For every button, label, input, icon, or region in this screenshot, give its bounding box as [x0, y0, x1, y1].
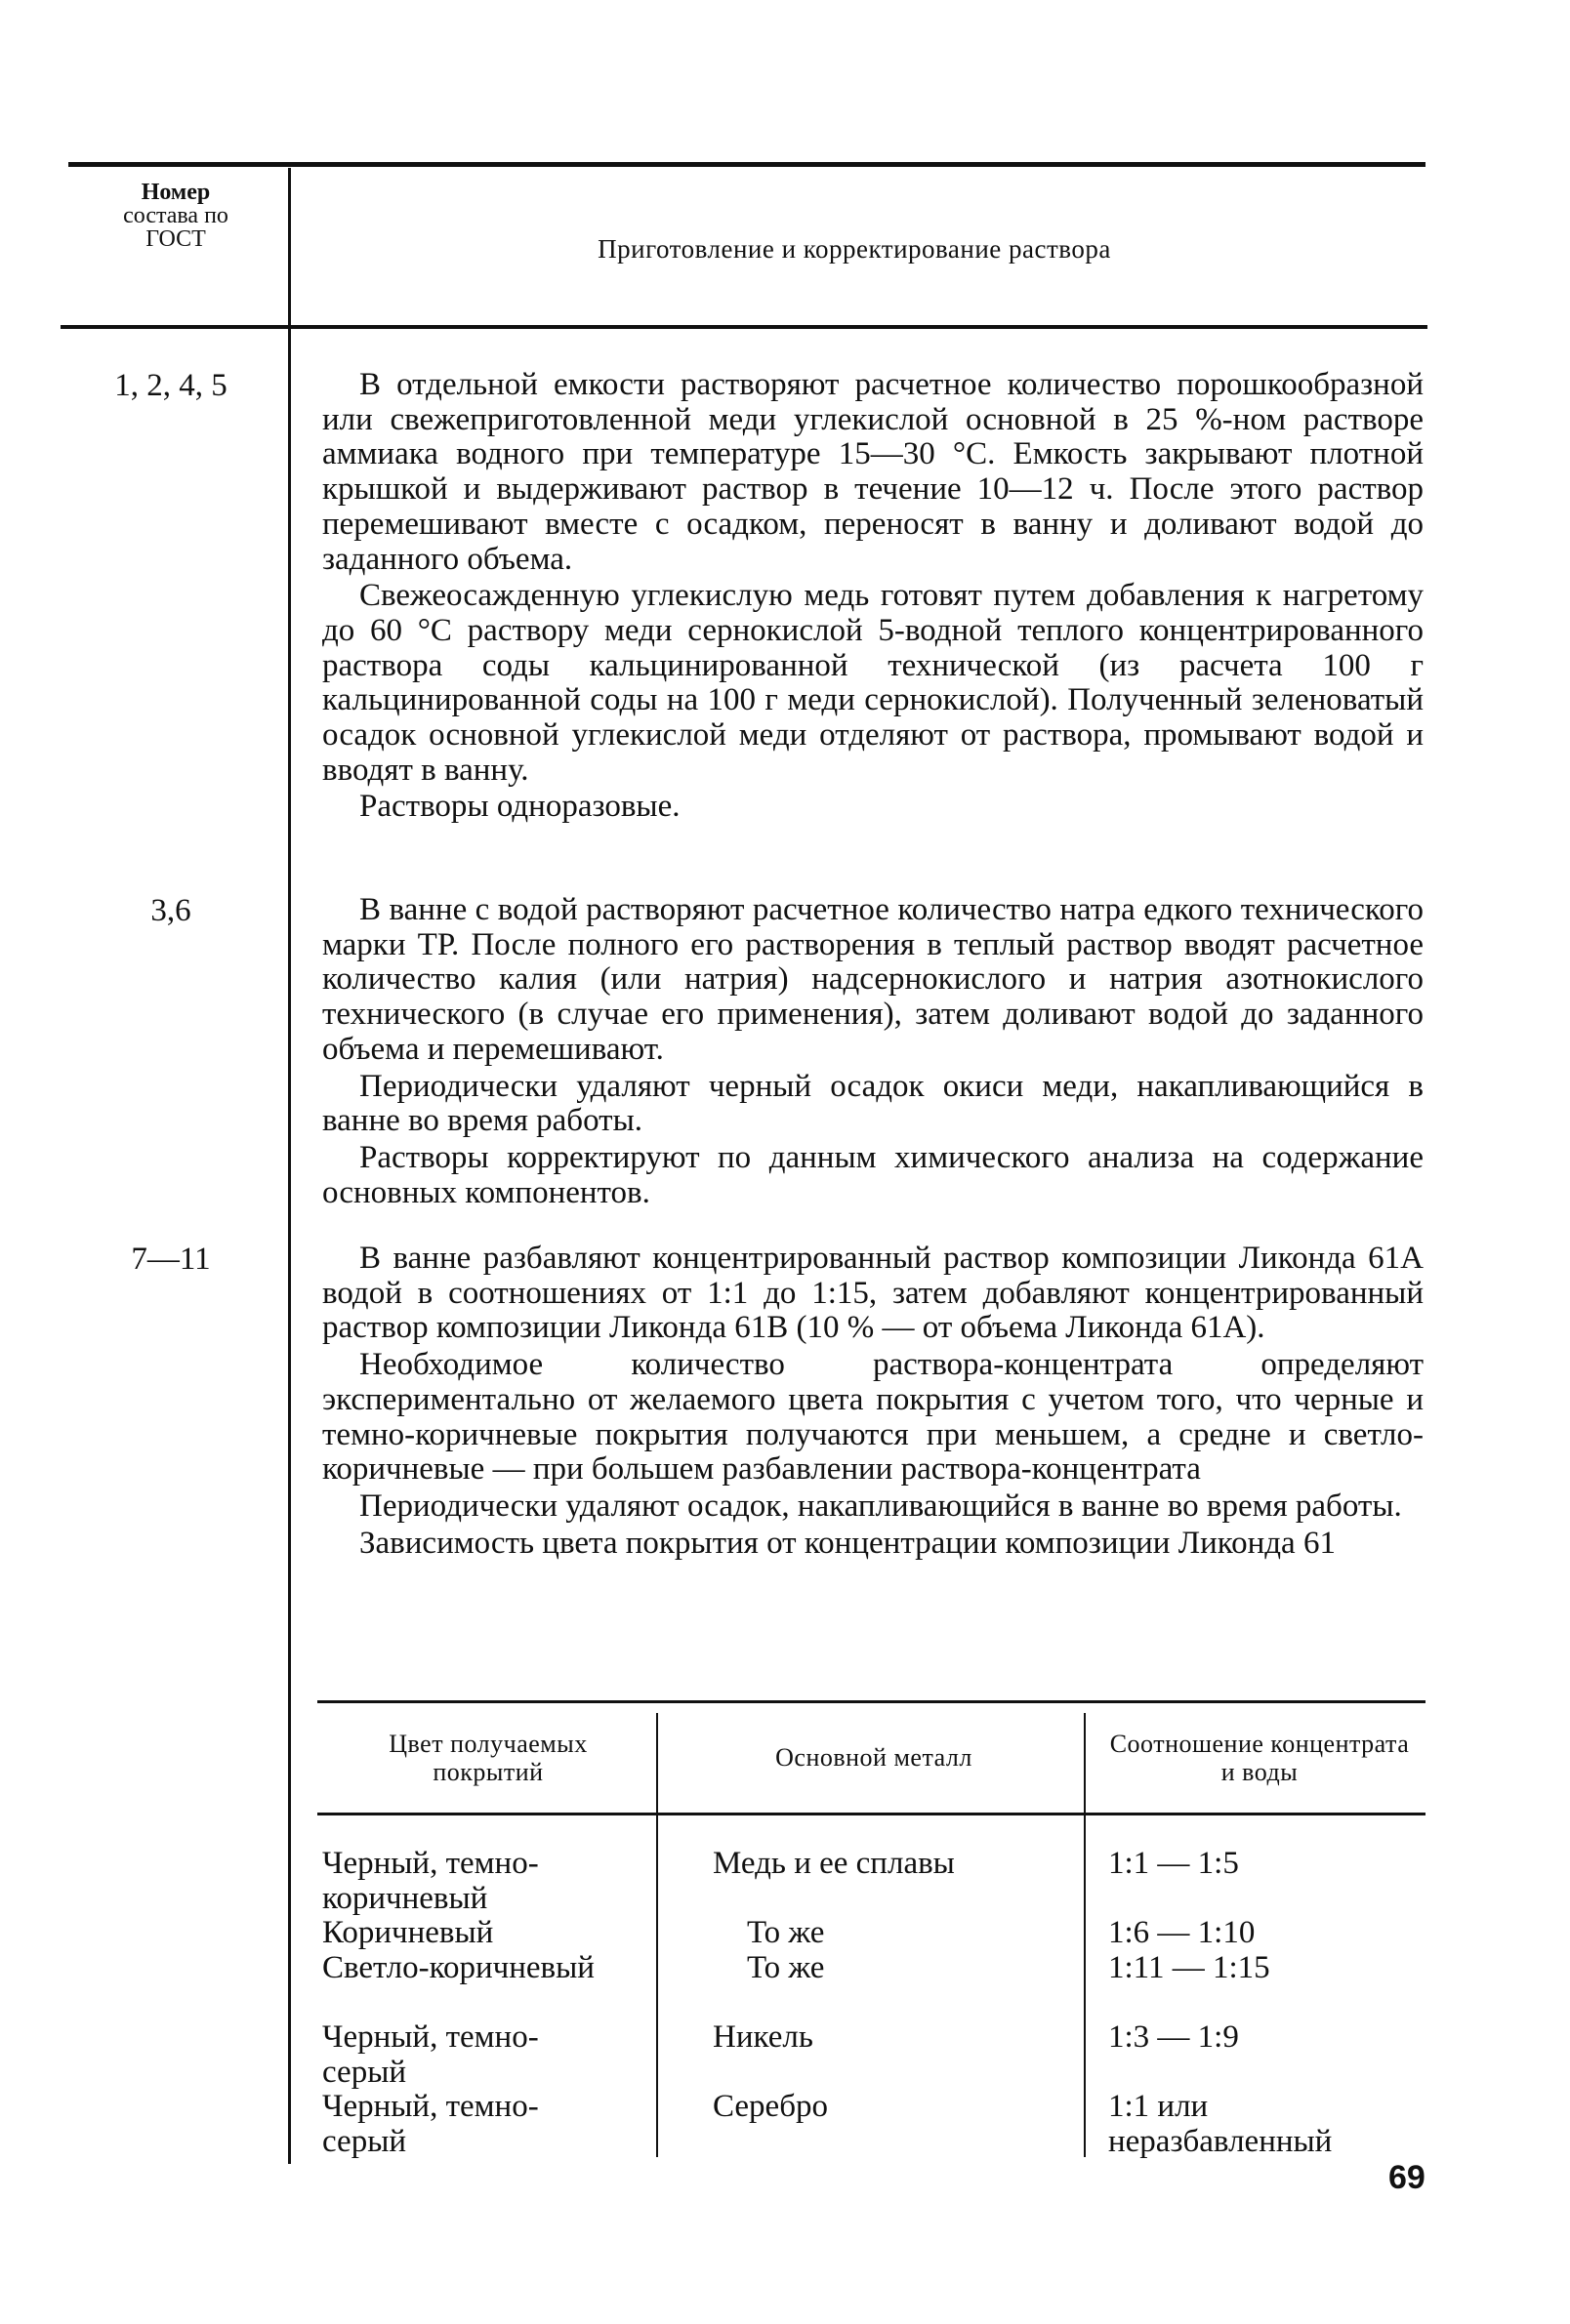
row-text-2 [322, 893, 1424, 1212]
top-rule [68, 162, 1425, 167]
subtable-top-rule [317, 1700, 1425, 1703]
cell-ratio: 1:1 — 1:5 [1108, 1846, 1239, 1881]
page-number: 69 [1388, 2159, 1425, 2196]
header-number-col [68, 181, 283, 251]
cell-metal: Серебро [713, 2089, 828, 2124]
cell-ratio: 1:6 — 1:10 [1108, 1915, 1256, 1950]
cell-metal: То же [747, 1915, 825, 1950]
cell-metal: Медь и ее сплавы [713, 1846, 955, 1881]
subtable-divider-1 [656, 1713, 658, 2157]
paragraph: В отдельной емкости растворяют расчетное количество порошкообразной или свежеприготовленной меди углекислой основной в 25 %-ном растворе аммиака водного при температуре 15—30 °С. Емкость закрывают плотной крышкой и выдерживают раствор в течение 10—12 ч. После этого раствор перемешивают вместе с осадком, переносят в ванну и доливают водой до заданного объема. [322, 367, 1424, 577]
paragraph: Необходимое количество раствора-концентрата определяют экспериментально от желаемого цвета покрытия с учетом того, что черные и темно-коричневые покрытия получаются при меньшем, а средне и светло-коричневые — при большем разбавлении раствора-концентрата [322, 1347, 1424, 1488]
cell-ratio: 1:11 — 1:15 [1108, 1950, 1270, 1985]
subtable-header-rule [317, 1813, 1425, 1815]
cell-ratio: 1:1 или неразбавленный [1108, 2089, 1333, 2159]
cell-color: Светло-коричневый [322, 1950, 595, 1985]
paragraph: Свежеосажденную углекислую медь готовят путем добавления к нагретому до 60 °С раствору меди сернокислой 5-водной теплого концентрированного раствора соды кальцинированной технической (из расчета 100 г кальцинированной соды на 100 г меди сернокислой). Полученный зеленоватый осадок основной углекислой меди отделяют от раствора, промывают водой и вводят в ванну. [322, 578, 1424, 788]
subtable-divider-2 [1084, 1713, 1086, 2157]
paragraph: В ванне разбавляют концентрированный раствор композиции Ликонда 61А водой в соотношениях от 1:1 до 1:15, затем добавляют концентрированный раствор композиции Ликонда 61В (10 % — от объема Ликонда 61А). [322, 1241, 1424, 1346]
row-number-2: 3,6 [150, 893, 191, 928]
paragraph: Периодически удаляют осадок, накапливающийся в ванне во время работы. [359, 1488, 1402, 1524]
header-preparation-col: Приготовление и корректирование раствора [598, 234, 1111, 264]
row-text-3 [322, 1242, 1424, 1563]
cell-metal: Никель [713, 2019, 813, 2055]
paragraph: Периодически удаляют черный осадок окиси меди, накапливающийся в ванне во время работы. [322, 1068, 1424, 1139]
header-bottom-rule [61, 325, 1427, 329]
paragraph: Растворы одноразовые. [359, 789, 681, 825]
cell-color: Черный, темно-серый [322, 2089, 539, 2159]
header-number-line3: ГОСТ [145, 226, 206, 252]
row-text-1 [322, 368, 1424, 827]
cell-color: Черный, темно-коричневый [322, 1846, 539, 1916]
cell-color: Черный, темно-серый [322, 2019, 539, 2090]
cell-color: Коричневый [322, 1915, 494, 1950]
row-number-1: 1, 2, 4, 5 [114, 368, 227, 403]
subtable-header-metal: Основной металл [775, 1743, 972, 1772]
paragraph: В ванне с водой растворяют расчетное количество натра едкого технического марки ТР. После полного его растворения в теплый раствор вводят расчетное количество калия (или натрия) надсернокислого и натрия азотнокислого технического (в случае его применения), затем доливают водой до заданного объема и перемешивают. [322, 892, 1424, 1067]
cell-metal: То же [747, 1950, 825, 1985]
column-divider [288, 168, 291, 2164]
subtable-header-color: Цвет получаемых покрытий [389, 1730, 588, 1786]
row-number-3: 7—11 [131, 1242, 211, 1277]
cell-ratio: 1:3 — 1:9 [1108, 2019, 1239, 2055]
paragraph: Растворы корректируют по данным химического анализа на содержание основных компонентов. [322, 1139, 1424, 1210]
paragraph: Зависимость цвета покрытия от концентрации композиции Ликонда 61 [359, 1525, 1336, 1561]
header-number-line1: Номер [141, 180, 211, 205]
header-number-line2: состава по [123, 203, 228, 228]
subtable-header-ratio: Соотношение концентрата и воды [1109, 1730, 1410, 1786]
